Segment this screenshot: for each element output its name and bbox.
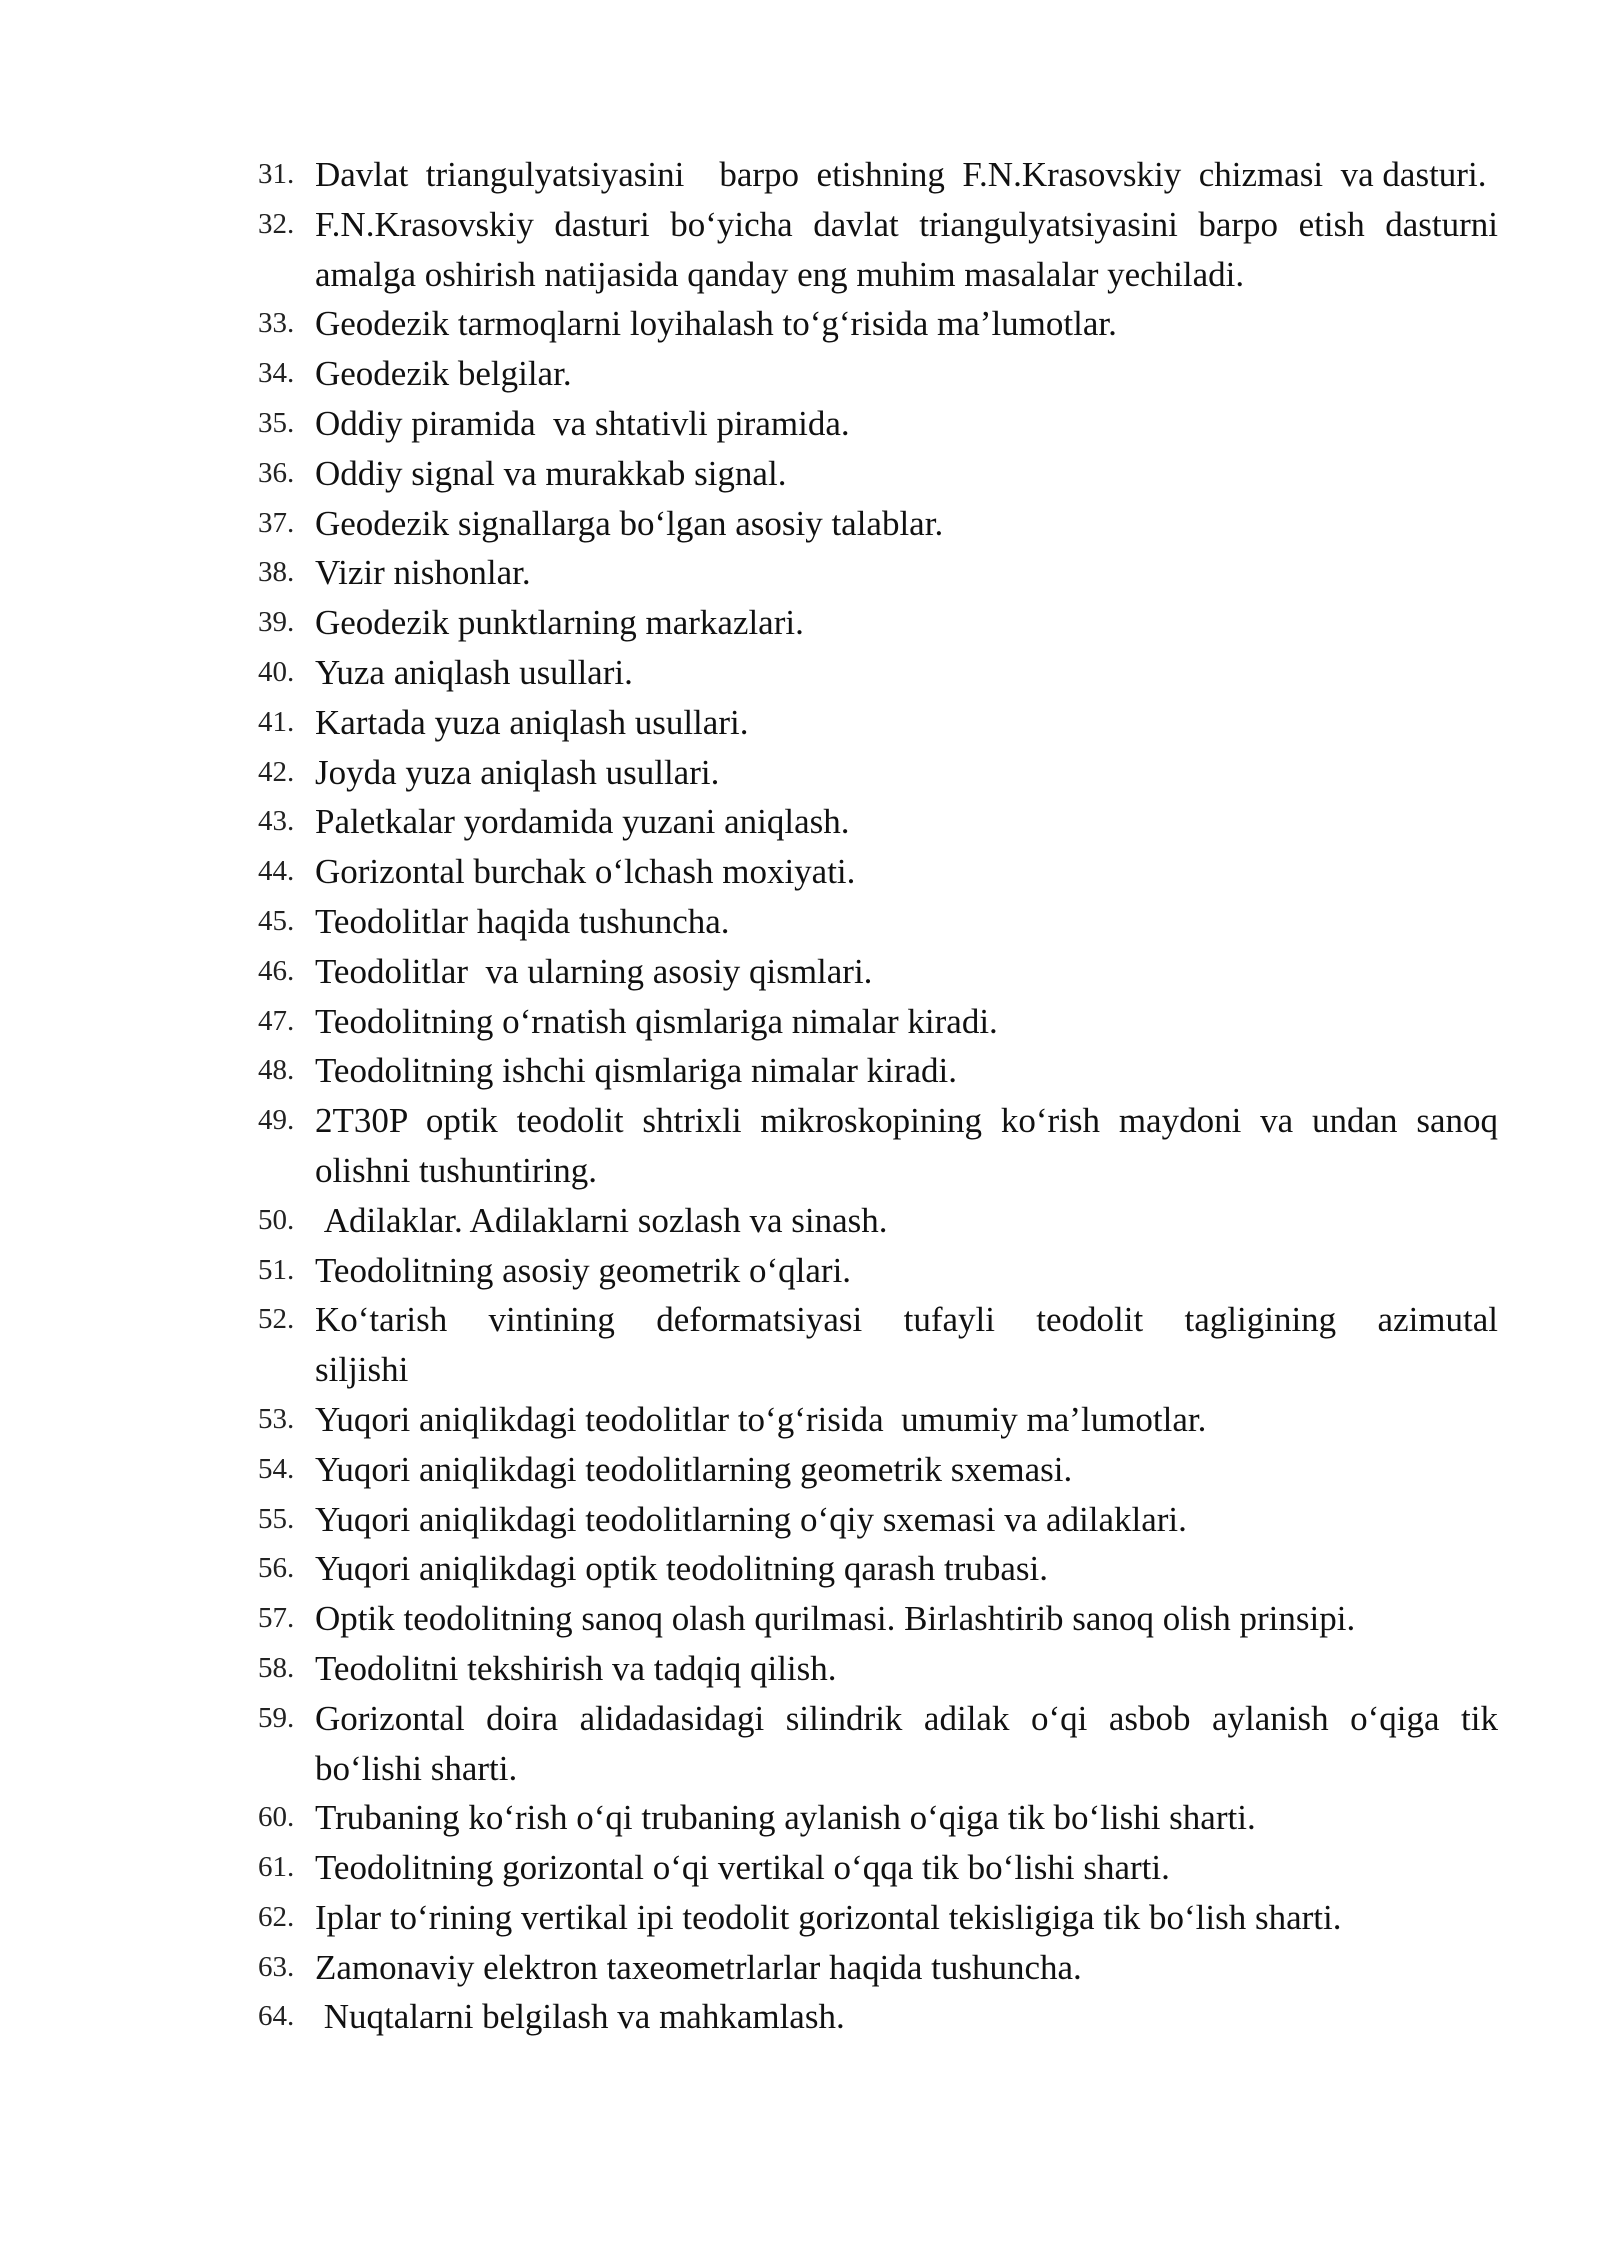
list-item: [258, 1395, 1498, 1445]
list-item: [258, 399, 1498, 449]
item-number: 41.: [258, 705, 295, 738]
item-number: 36.: [258, 456, 295, 489]
list-item: [258, 1843, 1498, 1893]
item-text: Teodolitni tekshirish va tadqiq qilish.: [315, 1648, 837, 1688]
item-text: Gorizontal doira alidadasidagi silindrik adilak o‘qi asbob aylanish o‘qiga tik bo‘lishi sharti.: [315, 1698, 1507, 1788]
item-number: 54.: [258, 1452, 295, 1485]
item-text: Geodezik signallarga bo‘lgan asosiy talablar.: [315, 503, 944, 543]
list-item: [258, 847, 1498, 897]
item-text: 2T30P optik teodolit shtrixli mikroskopining ko‘rish maydoni va undan sanoq olishni tushuntiring.: [315, 1101, 1507, 1190]
question-list: [258, 150, 1507, 2042]
item-text: Optik teodolitning sanoq olash qurilmasi. Birlashtirib sanoq olish prinsipi.: [315, 1599, 1356, 1639]
list-item: [258, 1096, 1507, 1196]
item-number: 51.: [258, 1253, 295, 1286]
list-item: [258, 997, 1498, 1047]
item-text: Vizir nishonlar.: [315, 553, 531, 593]
list-item: [258, 1793, 1498, 1843]
item-text: Iplar to‘rining vertikal ipi teodolit gorizontal tekisligiga tik bo‘lish sharti.: [315, 1897, 1342, 1937]
item-text: Teodolitlar va ularning asosiy qismlari.: [315, 951, 873, 991]
item-number: 61.: [258, 1851, 295, 1884]
list-item: [258, 1644, 1498, 1694]
item-number: 57.: [258, 1602, 295, 1635]
list-item: [258, 1046, 1498, 1096]
item-text: Teodolitning o‘rnatish qismlariga nimalar kiradi.: [315, 1001, 998, 1041]
item-text: Geodezik tarmoqlarni loyihalash to‘g‘risida ma’lumotlar.: [315, 304, 1117, 344]
list-item: [258, 449, 1498, 499]
item-text: Gorizontal burchak o‘lchash moxiyati.: [315, 852, 856, 892]
item-number: 34.: [258, 357, 295, 390]
item-number: 42.: [258, 755, 295, 788]
item-text: Teodolitning gorizontal o‘qi vertikal o‘qqa tik bo‘lishi sharti.: [315, 1848, 1170, 1888]
list-item: [258, 897, 1498, 947]
item-text: Ko‘tarish vintining deformatsiyasi tufayli teodolit tagligining azimutal siljishi: [315, 1300, 1507, 1390]
item-number: 37.: [258, 506, 295, 539]
item-text: Yuqori aniqlikdagi teodolitlar to‘g‘risida umumiy ma’lumotlar.: [315, 1399, 1207, 1439]
item-number: 44.: [258, 855, 295, 888]
list-item: [258, 1893, 1498, 1943]
item-text: Oddiy piramida va shtativli piramida.: [315, 403, 850, 443]
item-number: 63.: [258, 1950, 295, 1983]
item-number: 56.: [258, 1552, 295, 1585]
item-number: 64.: [258, 2000, 295, 2033]
list-item: [258, 598, 1498, 648]
list-item: [258, 1246, 1498, 1296]
item-number: 50.: [258, 1203, 295, 1236]
list-item: [258, 1295, 1507, 1395]
list-item: [258, 797, 1498, 847]
list-item: [258, 1694, 1507, 1794]
item-text: Yuqori aniqlikdagi optik teodolitning qarash trubasi.: [315, 1549, 1048, 1589]
item-number: 62.: [258, 1900, 295, 1933]
item-number: 48.: [258, 1054, 295, 1087]
item-text: Yuqori aniqlikdagi teodolitlarning o‘qiy sxemasi va adilaklari.: [315, 1499, 1187, 1539]
item-text: Paletkalar yordamida yuzani aniqlash.: [315, 802, 850, 842]
item-number: 59.: [258, 1701, 295, 1734]
item-number: 60.: [258, 1801, 295, 1834]
list-item: [258, 698, 1498, 748]
item-text: Geodezik punktlarning markazlari.: [315, 603, 804, 643]
list-item: [258, 1943, 1498, 1993]
list-item: [258, 1196, 1498, 1246]
list-item: [258, 150, 1498, 200]
item-text: Yuza aniqlash usullari.: [315, 652, 633, 692]
item-text: Zamonaviy elektron taxeometrlarlar haqida tushuncha.: [315, 1947, 1082, 1987]
item-number: 53.: [258, 1402, 295, 1435]
list-item: [258, 1495, 1498, 1545]
list-item: [258, 947, 1498, 997]
list-item: [258, 648, 1498, 698]
item-text: Teodolitning asosiy geometrik o‘qlari.: [315, 1250, 852, 1290]
list-item: [258, 499, 1498, 549]
list-item: [258, 748, 1498, 798]
item-text: Davlat triangulyatsiyasini barpo etishning F.N.Krasovskiy chizmasi va dasturi.: [315, 155, 1487, 194]
list-item: [258, 548, 1498, 598]
item-number: 49.: [258, 1104, 295, 1137]
list-item: [258, 200, 1507, 300]
item-number: 47.: [258, 1004, 295, 1037]
item-text: Trubaning ko‘rish o‘qi trubaning aylanish o‘qiga tik bo‘lishi sharti.: [315, 1798, 1256, 1838]
item-number: 31.: [258, 158, 295, 190]
list-item: [258, 1445, 1498, 1495]
item-text: Kartada yuza aniqlash usullari.: [315, 702, 749, 742]
item-number: 52.: [258, 1303, 295, 1336]
item-number: 32.: [258, 207, 295, 240]
item-text: Adilaklar. Adilaklarni sozlash va sinash.: [315, 1200, 888, 1240]
item-text: Joyda yuza aniqlash usullari.: [315, 752, 720, 792]
item-number: 45.: [258, 904, 295, 937]
item-text: Nuqtalarni belgilash va mahkamlash.: [315, 1997, 845, 2037]
list-item: [258, 349, 1498, 399]
item-number: 55.: [258, 1502, 295, 1535]
list-item: [258, 1594, 1498, 1644]
item-number: 33.: [258, 307, 295, 340]
item-number: 39.: [258, 606, 295, 639]
item-text: Geodezik belgilar.: [315, 354, 572, 394]
item-text: Oddiy signal va murakkab signal.: [315, 453, 787, 493]
item-text: F.N.Krasovskiy dasturi bo‘yicha davlat triangulyatsiyasini barpo etish dasturni amalga oshirish natijasida qanday eng muhim masalalar yechiladi.: [315, 204, 1507, 294]
list-item: [258, 299, 1498, 349]
item-number: 58.: [258, 1651, 295, 1684]
item-number: 46.: [258, 954, 295, 987]
list-item: [258, 1992, 1498, 2042]
item-number: 43.: [258, 805, 295, 838]
item-number: 35.: [258, 406, 295, 439]
item-text: Teodolitlar haqida tushuncha.: [315, 901, 730, 941]
item-text: Teodolitning ishchi qismlariga nimalar kiradi.: [315, 1051, 957, 1091]
item-number: 40.: [258, 655, 295, 688]
item-number: 38.: [258, 556, 295, 589]
list-item: [258, 1544, 1498, 1594]
item-text: Yuqori aniqlikdagi teodolitlarning geometrik sxemasi.: [315, 1449, 1073, 1489]
